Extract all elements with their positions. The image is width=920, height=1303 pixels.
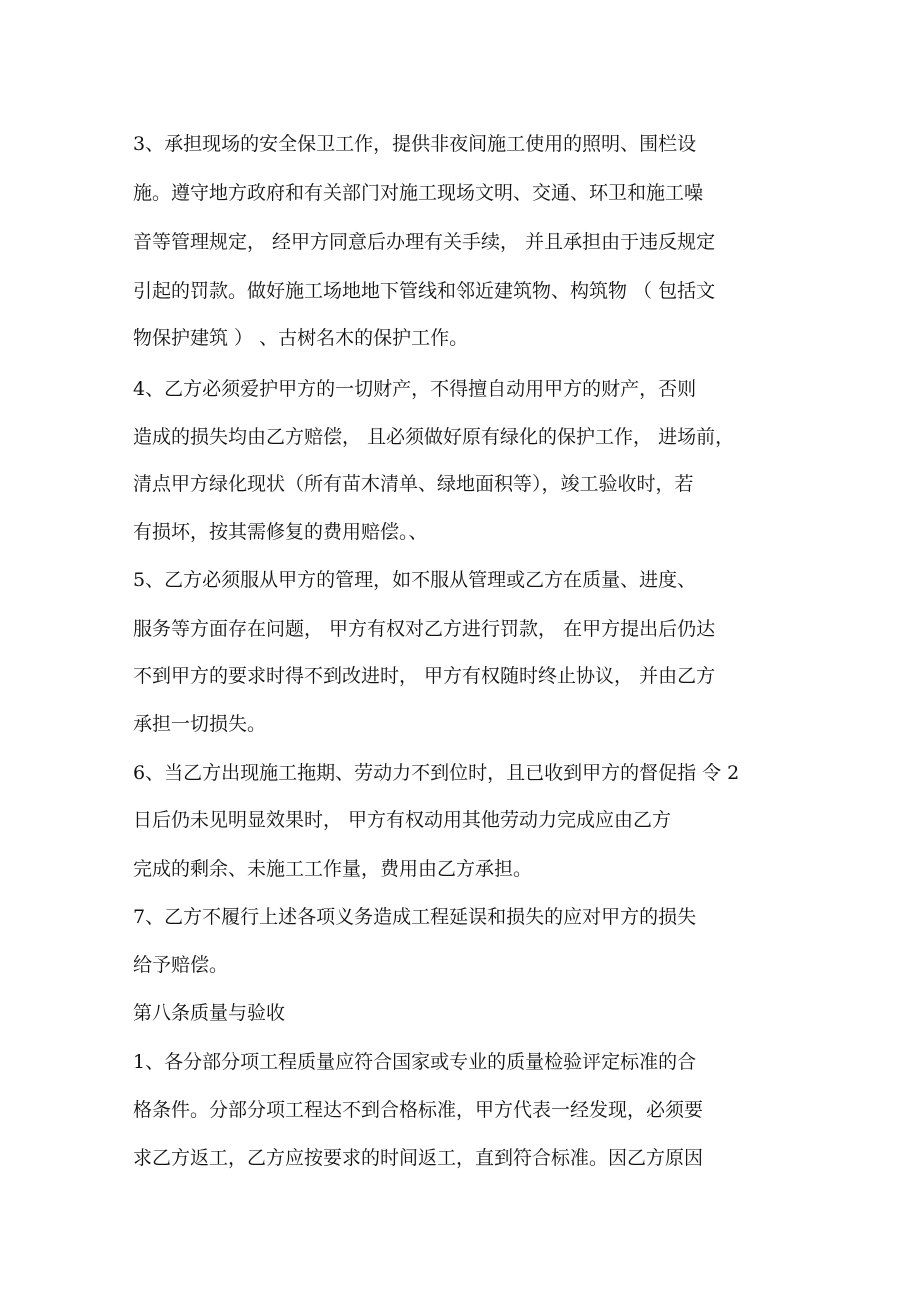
paragraph-line: 4、乙方必须爱护甲方的一切财产，不得擅自动用甲方的财产，否则 [133, 378, 697, 400]
paragraph-line: 引起的罚款。做好施工场地地下管线和邻近建筑物、构筑物 （ 包括文 [133, 280, 716, 302]
paragraph-line: 清点甲方绿化现状（所有苗木清单、绿地面积等），竣工验收时，若 [133, 473, 694, 495]
section-heading: 第八条质量与验收 [133, 1002, 286, 1024]
paragraph-line: 物保护建筑 ） 、古树名木的保护工作。 [133, 327, 469, 349]
paragraph-line: 1、各分部分项工程质量应符合国家或专业的质量检验评定标准的合 [133, 1051, 697, 1073]
paragraph-line: 格条件。分部分项工程达不到合格标准，甲方代表一经发现，必须要 [133, 1099, 704, 1121]
paragraph-line: 承担一切损失。 [133, 713, 267, 735]
paragraph-line: 服务等方面存在问题， 甲方有权对乙方进行罚款， 在甲方提出后仍达 [133, 618, 716, 640]
paragraph-line: 造成的损失均由乙方赔偿， 且必须做好原有绿化的保护工作， 进场前， [133, 426, 735, 448]
paragraph-line: 求乙方返工，乙方应按要求的时间返工，直到符合标准。因乙方原因 [133, 1147, 704, 1169]
paragraph-line: 完成的剩余、未施工工作量，费用由乙方承担。 [133, 858, 533, 880]
paragraph-line: 日后仍未见明显效果时， 甲方有权动用其他劳动力完成应由乙方 [133, 809, 672, 831]
paragraph-line: 有损坏，按其需修复的费用赔偿。、 [133, 521, 428, 543]
paragraph-line: 施。遵守地方政府和有关部门对施工现场文明、交通、环卫和施工噪 [133, 182, 704, 204]
paragraph-line: 5、乙方必须服从甲方的管理，如不服从管理或乙方在质量、进度、 [133, 569, 697, 591]
paragraph-line: 给予赔偿。 [133, 954, 229, 976]
paragraph-line: 不到甲方的要求时得不到改进时， 甲方有权随时终止协议， 并由乙方 [133, 665, 716, 687]
paragraph-line: 音等管理规定， 经甲方同意后办理有关手续， 并且承担由于违反规定 [133, 231, 716, 253]
paragraph-line: 3、承担现场的安全保卫工作，提供非夜间施工使用的照明、围栏设 [133, 133, 697, 155]
paragraph-line: 6、当乙方出现施工拖期、劳动力不到位时，且已收到甲方的督促指 令 2 [133, 762, 740, 784]
paragraph-line: 7、乙方不履行上述各项义务造成工程延误和损失的应对甲方的损失 [133, 906, 697, 928]
